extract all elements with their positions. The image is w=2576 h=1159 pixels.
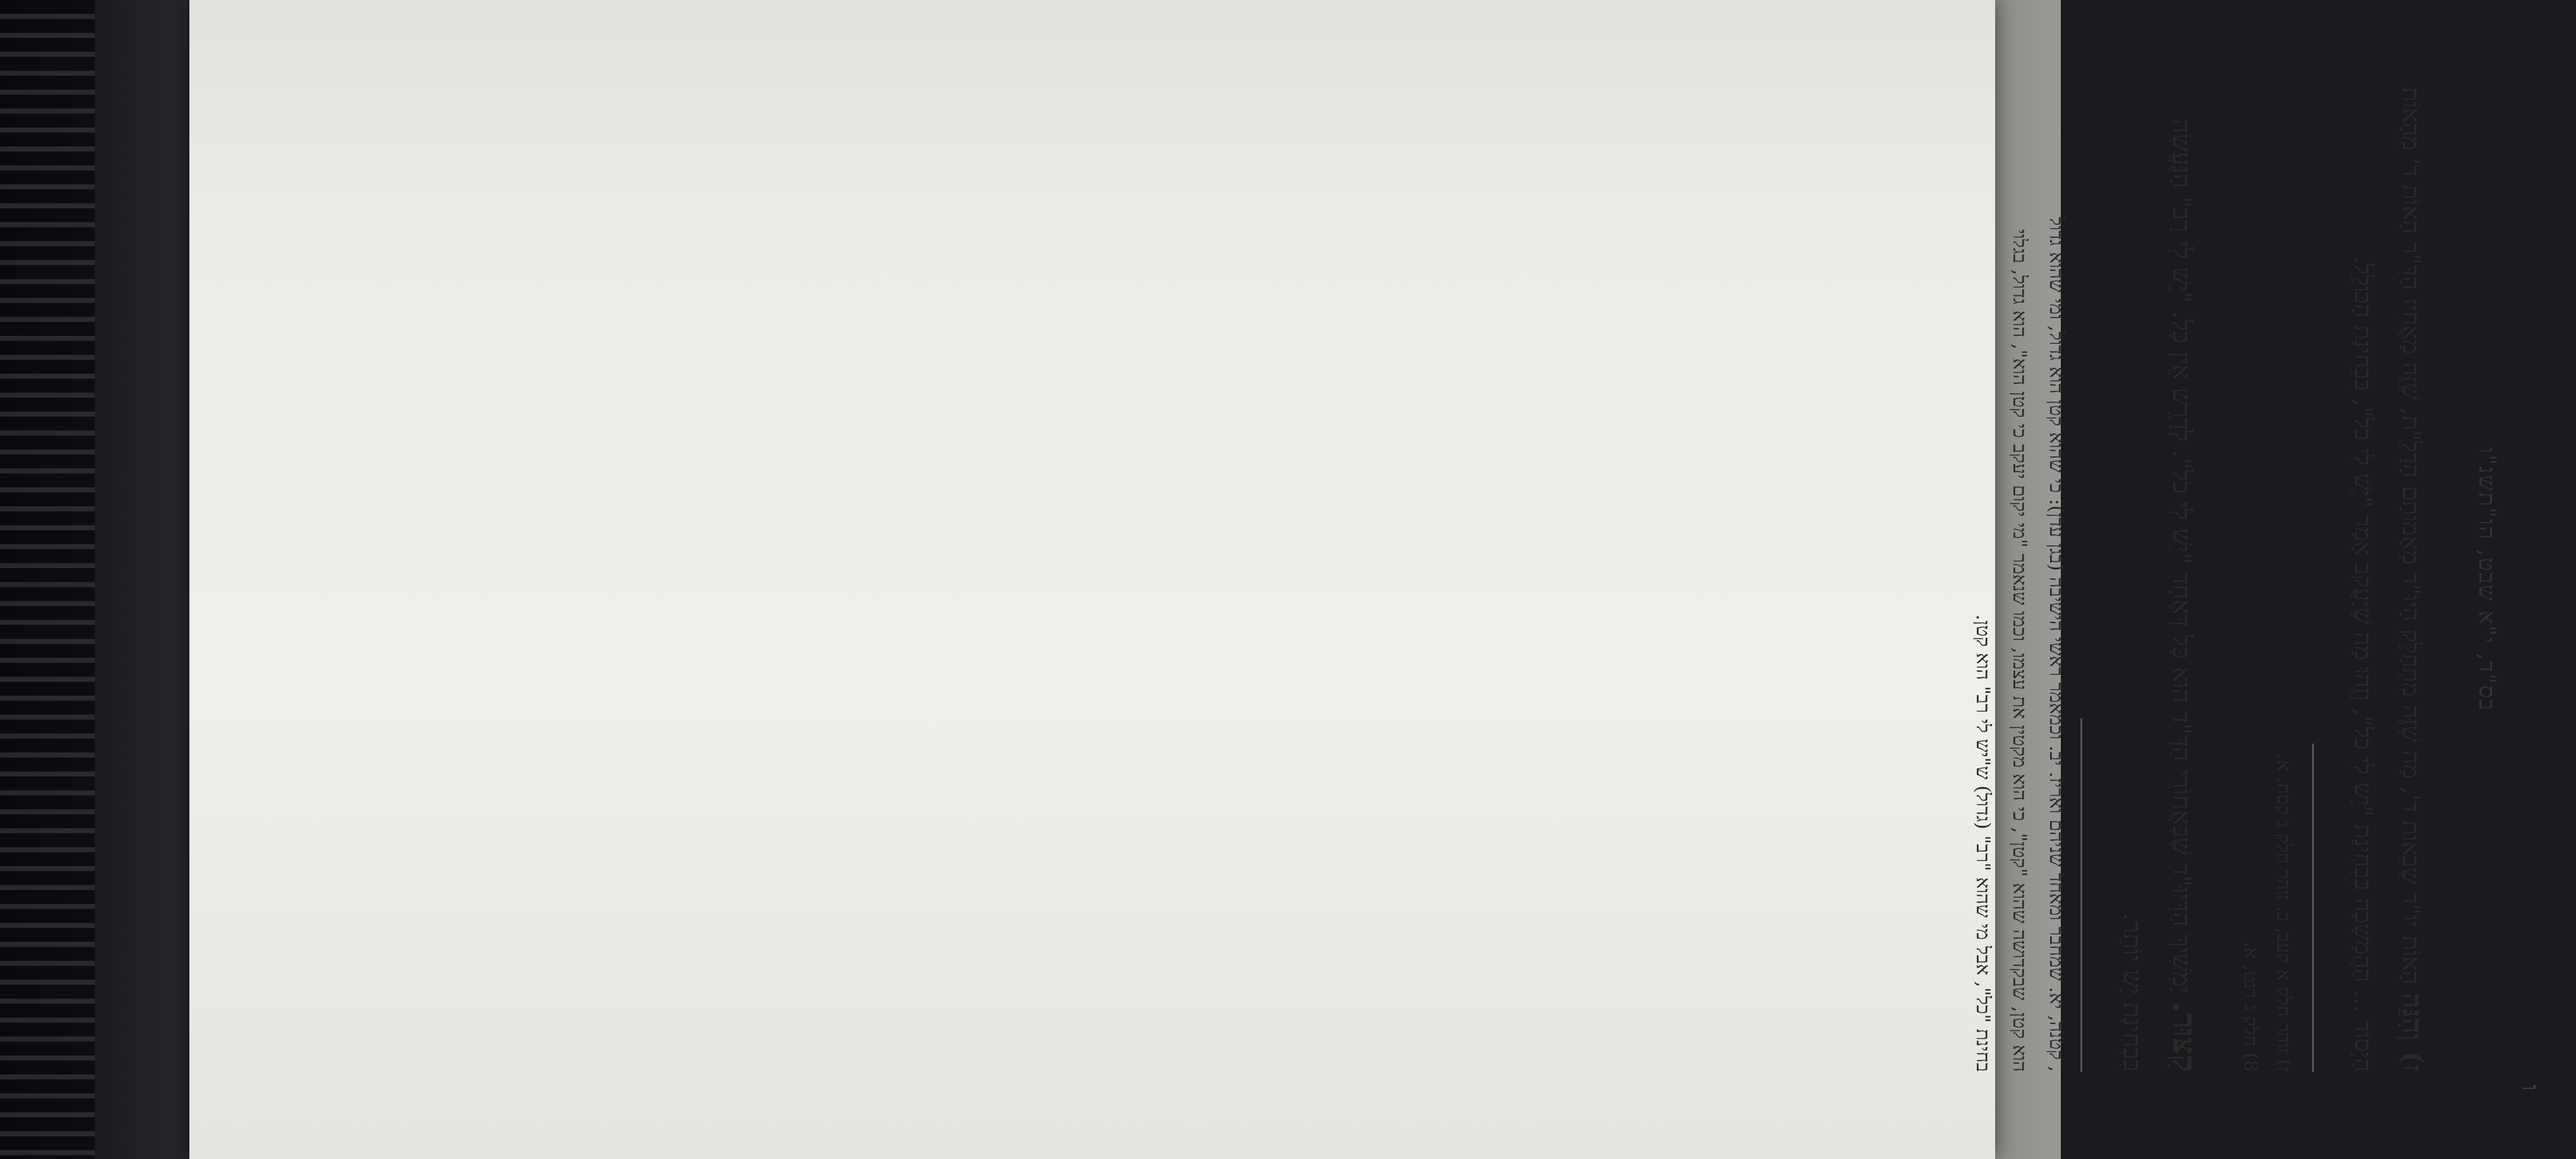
page-content (871, 43, 2576, 1116)
summary-title: קִצּוּר. (2165, 1001, 2203, 1072)
footnote-divider (2312, 744, 2314, 1072)
book-page (189, 0, 2544, 1159)
page-header: בס"ד, י"א שבט, הו"תשנ"ו (2474, 447, 2500, 712)
summary-paragraph (2108, 87, 2209, 1072)
section-7-paragraph (2339, 87, 2436, 1072)
footnote-7: ז) זוהר חלק א קעב, ב. זוהר חלק ג קסח, א. (2272, 753, 2294, 1072)
footnote-8: 8) חלק ג רנט, א. (2239, 941, 2262, 1072)
section-7-title: ז) וְהִנֵּה (2396, 992, 2428, 1072)
bottom-note-line: , קטנה, יא. שמחבר ומאחד שניהם ואריז. יב. וכמאמר ראשי הישיבה (בגן עדן): כי שהוא קטן הוא גדול, ומי שהוא גדול (2045, 217, 2067, 1072)
vent-grille (0, 0, 95, 1159)
bottom-notes-divider (2080, 718, 2082, 1072)
page-number: ו (2517, 1085, 2544, 1091)
bottom-note-line: הוא קטן, שבקדושה שהוא "קטן", כי הוא מקטין את עצמו, וכמו שנאמר "מי יקום יעקב כי קטן הוא", הוא גדול, בגלוי (2008, 229, 2030, 1072)
bottom-notes (1964, 87, 2074, 1072)
section-7-text: הָאוֹת יו"ד שֶׁבְּאוֹת ד', מָה שֶׁזֶּה מִתְחַלֵּק הָיוּ"ד מֵאָמוּתָם הָדָלֵ"ת, שֶׁזֶּה מַאֲחִיז הַדִּ"ר הָאוֹת ד' מֵהָאוֹת הַיְסוֹד ... הַהֲמָשָׁכָה בִּבְחִינַת "יֵשׁ לִי כֹל", וְזֶהוּ מָה שֶׁיַּעֲקֹב אָמַר "יֶשׁ לִי כֹל", בִּבְחִינַת הַכּוֹלֵל. (2349, 87, 2425, 1072)
bottom-note-line: בחינת "כל", אבל מי שהוא "רב" (גדול) ש"יש לי רב" הוא קטן. (1972, 614, 1994, 1072)
summary-text: יַמְשִׁיךְ הַדִּיוּ"ד שֶׁבַּאֲחוֹרֵי הַדָּ"ד הוּא כָּל דְּאֶחָד "יֵשׁ לִי כֹל". לְדָרֵשׁ אֵין כָּל. "יֵשׁ לִי רַב" הַנֶּעֱשָׂה בִּבְחִינַת יֵשׁ יוֹתֵר. (2118, 119, 2196, 1072)
